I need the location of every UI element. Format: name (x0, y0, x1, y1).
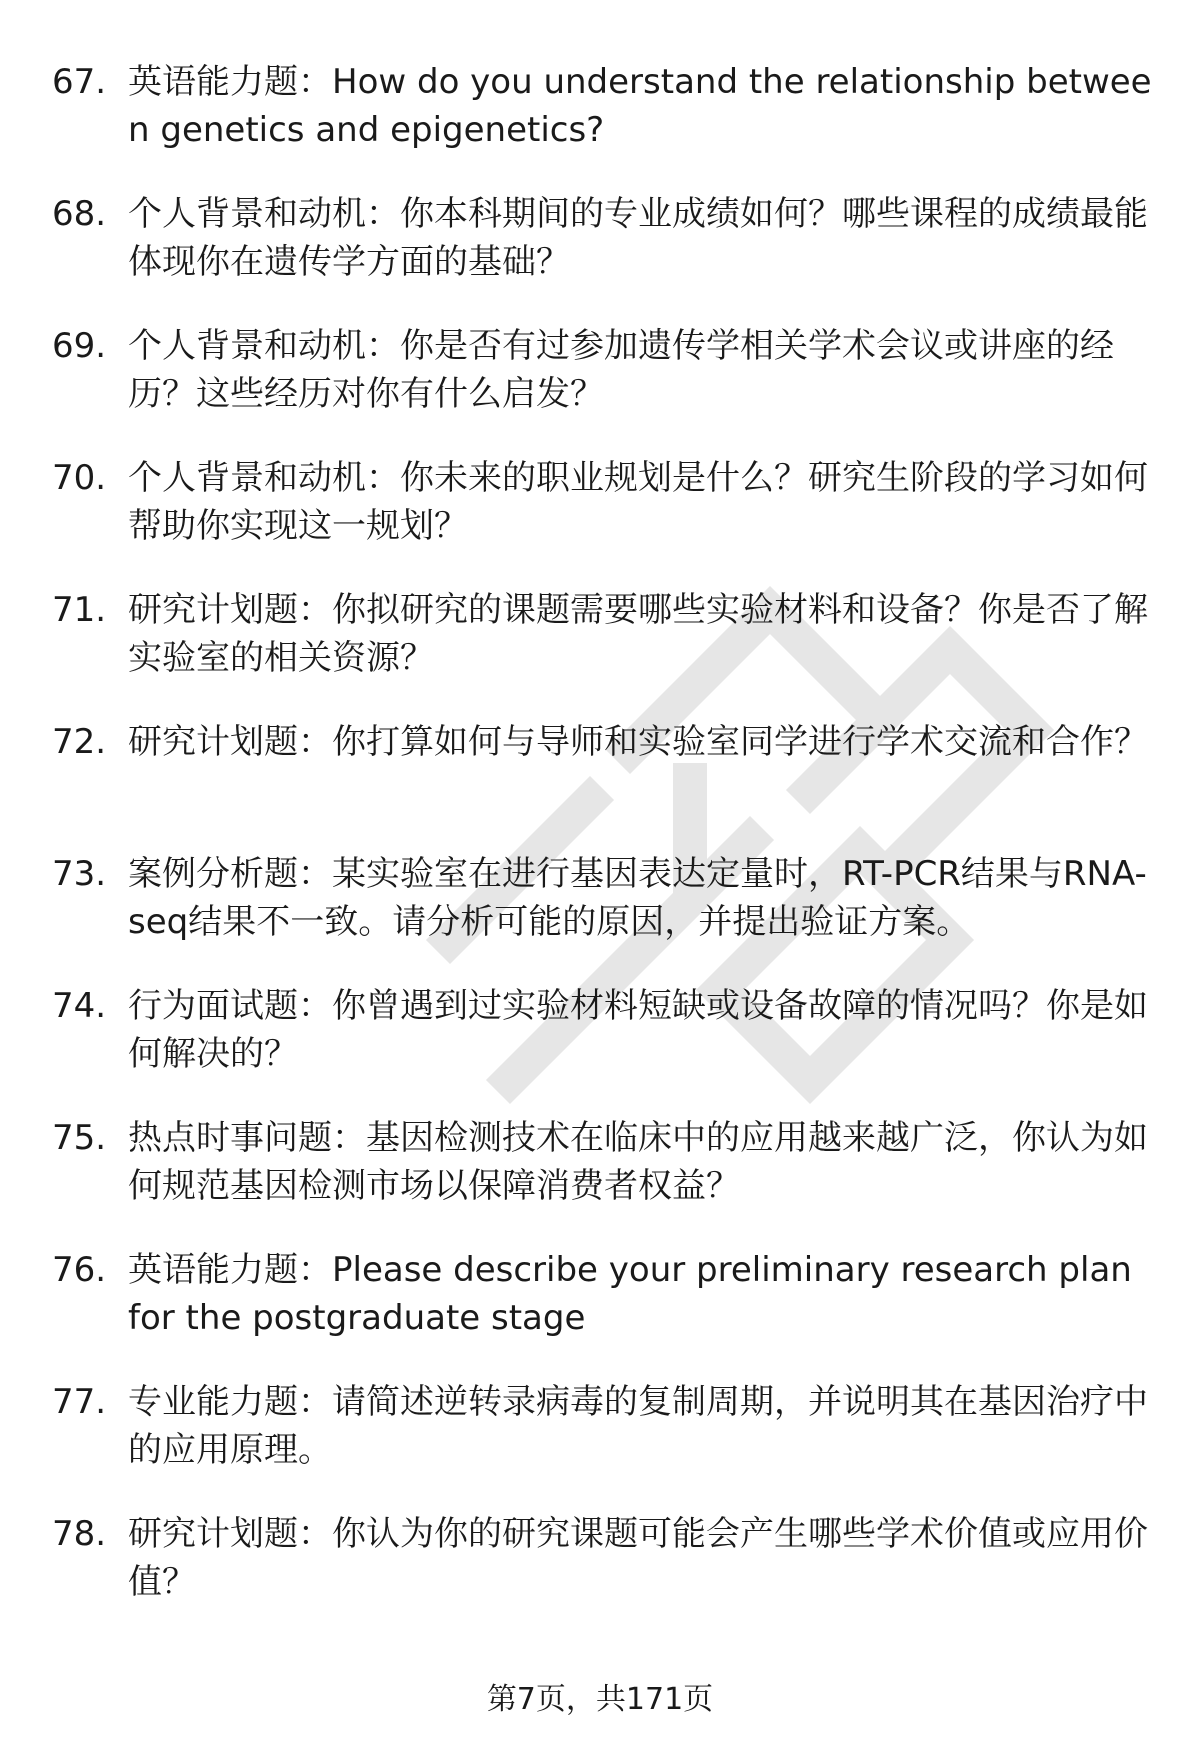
question-number: 68. (52, 194, 107, 234)
question-number: 70. (52, 458, 107, 498)
question-text: 行为面试题：你曾遇到过实验材料短缺或设备故障的情况吗？你是如何解决的？ (128, 986, 1148, 1074)
list-item (52, 1114, 1152, 1246)
question-text: 热点时事问题：基因检测技术在临床中的应用越来越广泛，你认为如何规范基因检测市场以保障消费者权益？ (128, 1118, 1148, 1206)
question-text: 个人背景和动机：你未来的职业规划是什么？研究生阶段的学习如何帮助你实现这一规划？ (128, 458, 1148, 546)
question-text: 个人背景和动机：你本科期间的专业成绩如何？哪些课程的成绩最能体现你在遗传学方面的基础？ (128, 194, 1148, 282)
question-text: 英语能力题：How do you understand the relationship between genetics and epigenetics? (128, 62, 1152, 150)
question-number: 71. (52, 590, 107, 630)
list-item (52, 454, 1152, 586)
question-number: 72. (52, 722, 107, 762)
question-number: 74. (52, 986, 107, 1026)
list-item (52, 718, 1152, 850)
question-number: 73. (52, 854, 107, 894)
question-text: 案例分析题：某实验室在进行基因表达定量时，RT-PCR结果与RNA-seq结果不一致。请分析可能的原因，并提出验证方案。 (128, 854, 1147, 942)
page-number-footer: 第7页，共171页 (486, 1682, 714, 1717)
question-number: 77. (52, 1382, 107, 1422)
list-item (52, 1510, 1152, 1642)
question-text: 专业能力题：请简述逆转录病毒的复制周期，并说明其在基因治疗中的应用原理。 (128, 1382, 1148, 1470)
question-text: 研究计划题：你认为你的研究课题可能会产生哪些学术价值或应用价值？ (128, 1514, 1148, 1602)
list-item (52, 586, 1152, 718)
list-item (52, 322, 1152, 454)
list-item (52, 1246, 1152, 1378)
question-number: 76. (52, 1250, 107, 1290)
list-item (52, 58, 1152, 190)
list-item (52, 982, 1152, 1114)
question-text: 个人背景和动机：你是否有过参加遗传学相关学术会议或讲座的经历？这些经历对你有什么启发？ (128, 326, 1114, 414)
question-number: 69. (52, 326, 107, 366)
question-number: 67. (52, 62, 107, 102)
question-text: 英语能力题：Please describe your preliminary research plan for the postgraduate stage (128, 1250, 1132, 1338)
question-text: 研究计划题：你拟研究的课题需要哪些实验材料和设备？你是否了解实验室的相关资源？ (128, 590, 1148, 678)
question-number: 78. (52, 1514, 107, 1554)
list-item (52, 850, 1152, 982)
question-list (52, 58, 1152, 1642)
list-item (52, 1378, 1152, 1510)
question-text: 研究计划题：你打算如何与导师和实验室同学进行学术交流和合作？ (128, 722, 1148, 762)
question-number: 75. (52, 1118, 107, 1158)
list-item (52, 190, 1152, 322)
